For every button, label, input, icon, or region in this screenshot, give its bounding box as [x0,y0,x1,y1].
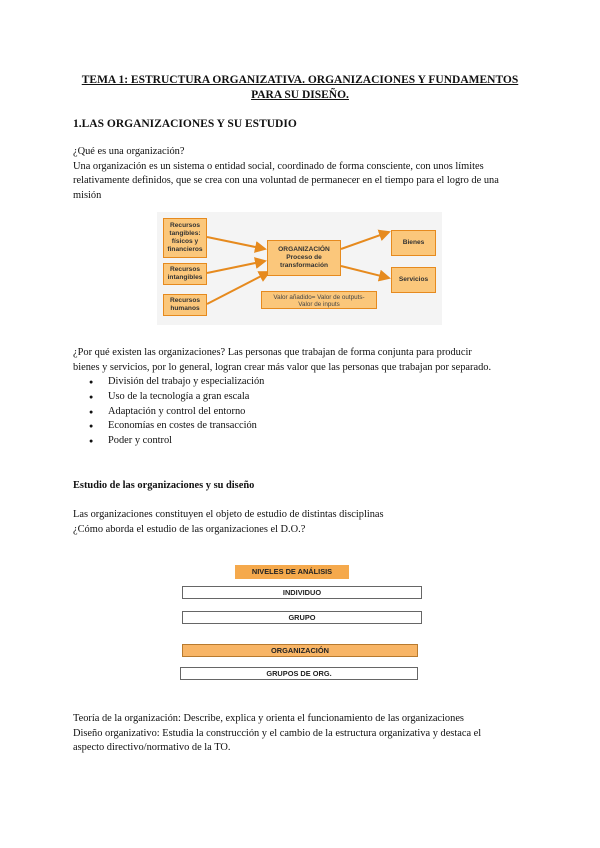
study-line: ¿Cómo aborda el estudio de las organizaciones el D.O.? [73,523,306,535]
definition-paragraph [73,145,533,203]
title-line-1: TEMA 1: ESTRUCTURA ORGANIZATIVA. ORGANIZACIONES Y FUNDAMENTOS [81,74,519,86]
definition-line: Una organización es un sistema o entidad social, coordinado de forma consciente, con unos límites [73,160,484,172]
arrow-input-1 [207,237,265,249]
analysis-levels-diagram [178,555,422,685]
reasons-list [73,375,493,449]
question-what: ¿Qué es una organización? [73,146,185,157]
list-item: ● Poder y control [73,434,493,449]
level-grupos-org: GRUPOS DE ORG. [180,667,418,680]
document-title [60,73,540,103]
organization-center-box: ORGANIZACIÓN Proceso de transformación [267,240,341,276]
why-paragraph [73,346,543,375]
section-heading-1: 1.LAS ORGANIZACIONES Y SU ESTUDIO [73,118,297,130]
input-box-intangible: Recursos intangibles [163,263,207,285]
study-line: Las organizaciones constituyen el objeto de estudio de distintas disciplinas [73,509,384,520]
theory-paragraph [73,712,543,756]
study-paragraph [73,508,533,537]
value-added-box: Valor añadido= Valor de outputs- Valor de inputs [261,291,377,309]
arrow-output-bienes [341,232,389,249]
why-line: bienes y servicios, por lo general, logran crear más valor que las personas que trabajan por separado. [73,361,492,373]
design-line: Diseño organizativo: Estudia la construcción y el cambio de la estructura organizativa y destaca el [73,727,482,739]
list-item: ● Adaptación y control del entorno [73,405,493,420]
arrow-input-3 [207,272,269,304]
design-line: aspecto directivo/normativo de la TO. [73,742,231,753]
input-box-humanos: Recursos humanos [163,294,207,316]
organization-process-diagram [157,212,442,325]
definition-line: relativamente definidos, que se crea con una voluntad de permanecer en el tiempo para el logro de una [73,175,499,186]
arrow-input-2 [207,261,265,273]
levels-header: NIVELES DE ANÁLISIS [235,565,349,579]
output-box-servicios: Servicios [391,267,436,293]
level-grupo: GRUPO [182,611,422,624]
title-line-2: PARA SU DISEÑO. [251,89,349,101]
arrow-output-servicios [341,266,389,278]
list-item: ● División del trabajo y especialización [73,375,493,390]
why-line: ¿Por qué existen las organizaciones? Las personas que trabajan de forma conjunta para producir [73,347,472,358]
list-item: ● Uso de la tecnología a gran escala [73,390,493,405]
output-box-bienes: Bienes [391,230,436,256]
section-heading-2: Estudio de las organizaciones y su diseño [73,480,255,491]
level-organizacion: ORGANIZACIÓN [182,644,418,657]
input-box-tangible: Recursos tangibles: físicos y financieros [163,218,207,258]
level-individuo: INDIVIDUO [182,586,422,599]
definition-line: misión [73,189,102,201]
theory-line: Teoría de la organización: Describe, explica y orienta el funcionamiento de las organizaciones [73,713,464,724]
list-item: ● Economías en costes de transacción [73,419,493,434]
